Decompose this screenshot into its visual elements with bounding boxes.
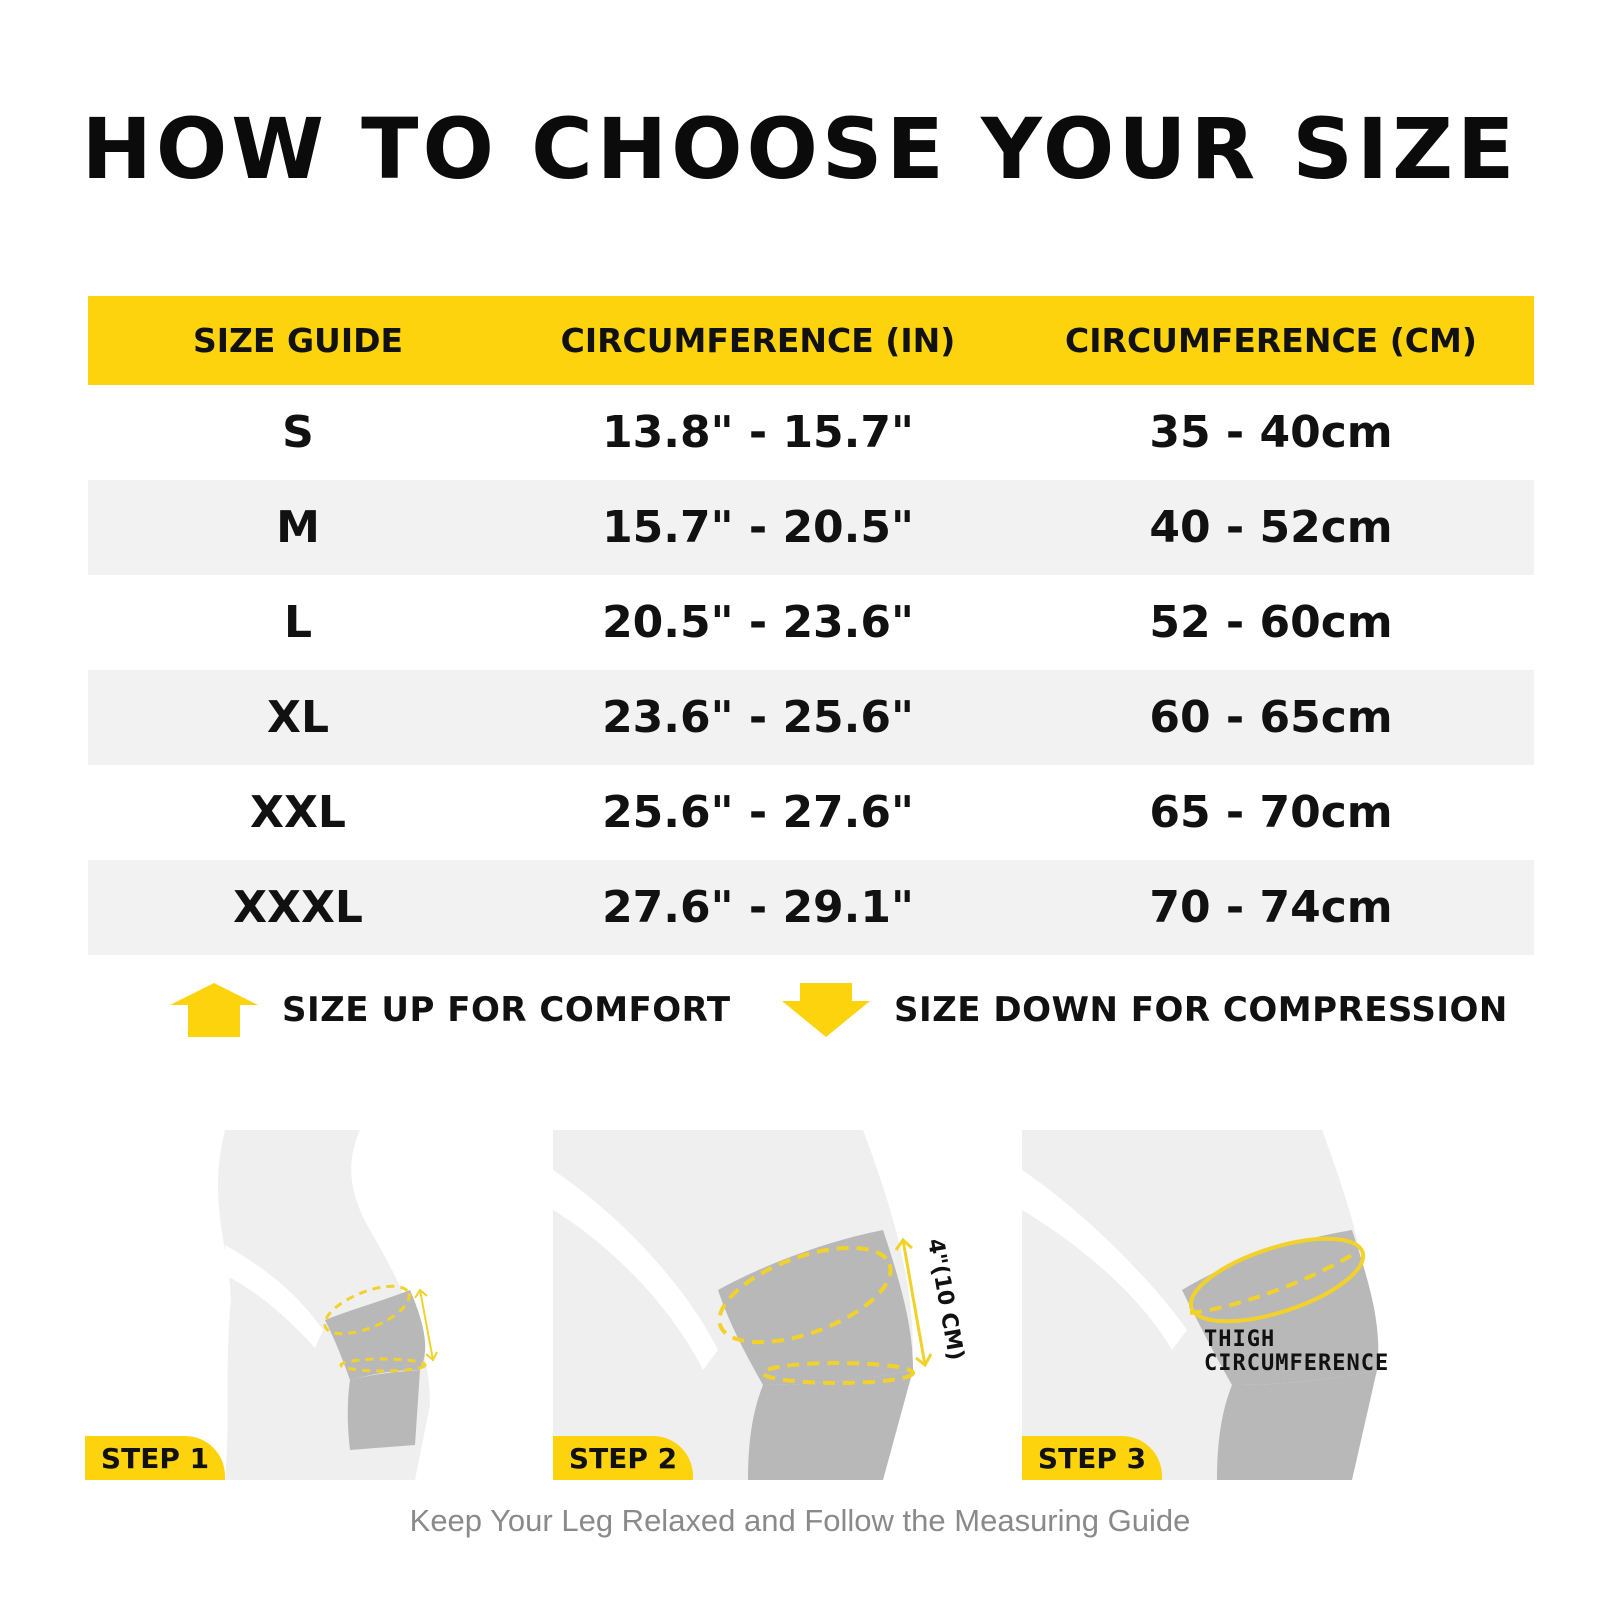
size-cell: L: [283, 597, 313, 648]
leg-step-3-illustration: [1022, 1130, 1442, 1480]
table-header: [88, 296, 1534, 385]
sizing-tips: [0, 975, 1600, 1045]
inches-cell: 15.7" - 20.5": [602, 502, 914, 553]
table-row: [88, 575, 1534, 670]
leg-step-1-illustration: [85, 1130, 485, 1480]
size-cell: XXXL: [233, 882, 363, 933]
inches-cell: 20.5" - 23.6": [602, 597, 914, 648]
size-down-tip: [780, 975, 1508, 1045]
inches-cell: 13.8" - 15.7": [602, 407, 914, 458]
arrow-up-icon: [168, 981, 260, 1039]
measuring-steps: [0, 1130, 1600, 1480]
thigh-label-line-2: CIRCUMFERENCE: [1204, 1351, 1390, 1376]
cm-cell: 52 - 60cm: [1149, 597, 1393, 648]
step-2-panel: [553, 1130, 993, 1480]
footer-note: Keep Your Leg Relaxed and Follow the Measuring Guide: [409, 1503, 1191, 1538]
size-cell: S: [282, 407, 314, 458]
step-1-tag: STEP 1: [85, 1436, 225, 1480]
inches-cell: 27.6" - 29.1": [602, 882, 914, 933]
table-body: [88, 385, 1534, 955]
size-table: [88, 296, 1534, 955]
cm-cell: 40 - 52cm: [1149, 502, 1393, 553]
cm-cell: 70 - 74cm: [1149, 882, 1393, 933]
inches-cell: 23.6" - 25.6": [602, 692, 914, 743]
thigh-circumference-label: [1204, 1328, 1389, 1376]
leg-step-2-illustration: [553, 1130, 993, 1480]
step-3-panel: [1022, 1130, 1442, 1480]
measurement-label: 4"(10 CM): [922, 1236, 969, 1363]
table-row: [88, 670, 1534, 765]
cm-cell: 65 - 70cm: [1149, 787, 1393, 838]
table-row: [88, 765, 1534, 860]
step-2-tag: STEP 2: [553, 1436, 693, 1480]
step-3-tag: STEP 3: [1022, 1436, 1162, 1480]
size-up-label: SIZE UP FOR COMFORT: [282, 990, 731, 1030]
header-size-guide: SIZE GUIDE: [192, 321, 404, 360]
size-up-tip: [168, 975, 731, 1045]
inches-cell: 25.6" - 27.6": [602, 787, 914, 838]
step-1-panel: [85, 1130, 485, 1480]
table-row: [88, 860, 1534, 955]
page-title: HOW TO CHOOSE YOUR SIZE: [81, 100, 1519, 198]
size-down-label: SIZE DOWN FOR COMPRESSION: [894, 990, 1508, 1030]
thigh-label-line-1: THIGH: [1204, 1327, 1276, 1352]
table-row: [88, 480, 1534, 575]
size-cell: XL: [267, 692, 329, 743]
header-circumference-cm: CIRCUMFERENCE (CM): [1065, 321, 1477, 360]
header-circumference-in: CIRCUMFERENCE (IN): [560, 321, 956, 360]
arrow-down-icon: [780, 981, 872, 1039]
cm-cell: 35 - 40cm: [1149, 407, 1393, 458]
size-cell: XXL: [250, 787, 346, 838]
size-cell: M: [276, 502, 320, 553]
table-row: [88, 385, 1534, 480]
cm-cell: 60 - 65cm: [1149, 692, 1393, 743]
